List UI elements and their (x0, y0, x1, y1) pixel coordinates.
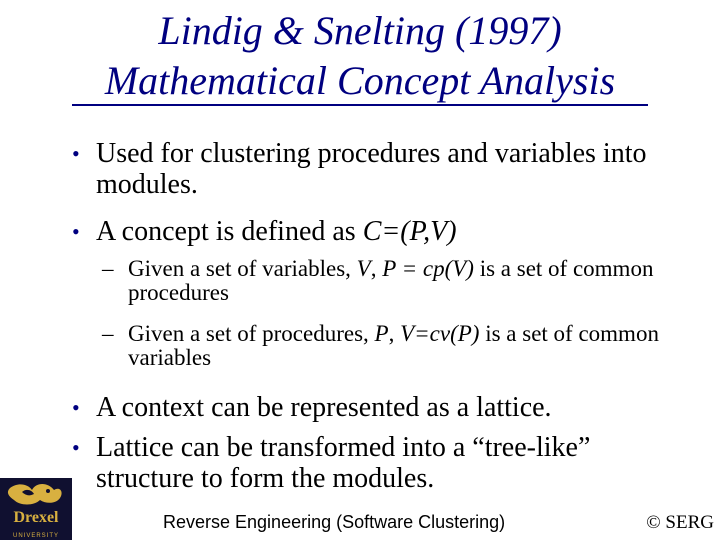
logo-wordmark: Drexel (13, 509, 59, 526)
title-line-1: Lindig & Snelting (1997) (158, 8, 562, 53)
sub-italic: V (356, 256, 371, 281)
sub-item-procedures (102, 322, 682, 370)
sub-formula: P = cp(V) (382, 256, 474, 281)
bullet-text: Lattice can be transformed into a “tree-like” structure to form the modules. (96, 432, 591, 494)
bullet-text: Used for clustering procedures and variables into modules. (96, 138, 647, 200)
sub-text: is a set of common procedures (128, 256, 654, 305)
bullet-icon: • (72, 435, 80, 460)
bullet-item-context (72, 392, 692, 423)
logo-university: UNIVERSITY (12, 533, 59, 539)
sub-formula: V=cv(P) (400, 321, 480, 346)
bullet-icon: • (72, 219, 80, 244)
title-line-2: Mathematical Concept Analysis (104, 58, 616, 103)
concept-formula: C=(P,V) (362, 216, 457, 247)
dash-icon: – (102, 321, 114, 346)
sub-text: is a set of common variables (128, 321, 659, 370)
dash-icon: – (102, 256, 114, 281)
dragon-icon (0, 478, 72, 540)
slide-title (0, 6, 720, 106)
footer-copyright: © SERG (646, 512, 714, 533)
sub-text: , (388, 321, 401, 346)
sub-text: Given a set of variables, (128, 256, 357, 281)
bullet-text: A concept is defined as (96, 216, 363, 247)
bullet-item-lattice (72, 432, 692, 494)
bullet-text: A context can be represented as a lattice. (96, 392, 552, 423)
bullet-icon: • (72, 395, 80, 420)
sub-text: , (370, 256, 383, 281)
bullet-icon: • (72, 141, 80, 166)
sub-italic: P (374, 321, 389, 346)
title-divider (72, 104, 648, 106)
drexel-logo (0, 478, 72, 540)
bullet-item-clustering (72, 138, 692, 200)
sub-text: Given a set of procedures, (128, 321, 375, 346)
sub-item-variables (102, 257, 682, 305)
footer-course-title: Reverse Engineering (Software Clustering) (163, 512, 506, 532)
bullet-item-concept (72, 216, 692, 247)
